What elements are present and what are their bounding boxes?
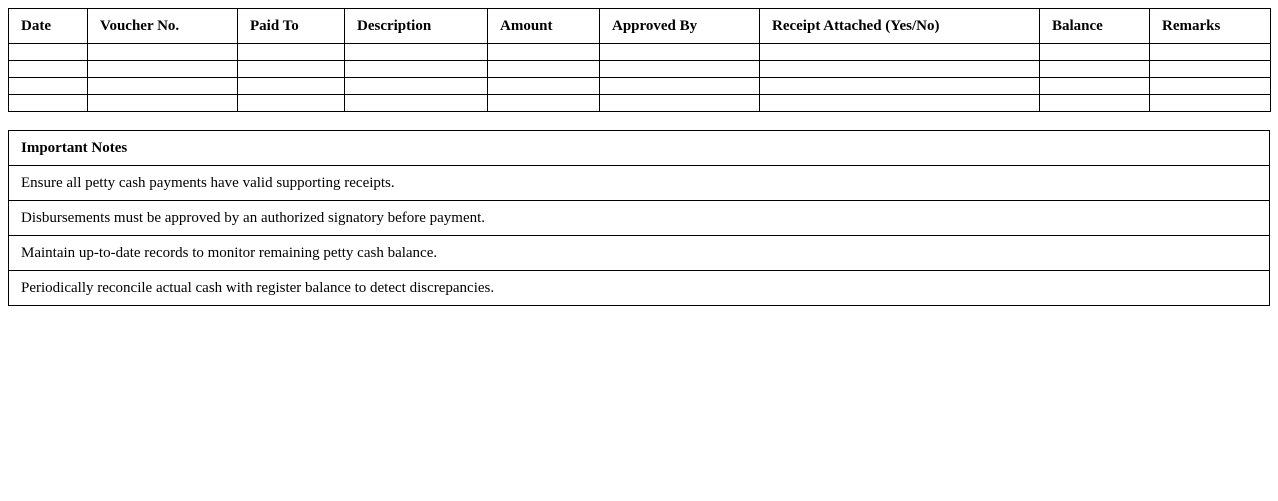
table-cell	[345, 95, 488, 112]
table-cell	[1040, 78, 1150, 95]
table-cell	[600, 44, 760, 61]
column-header-paid-to: Paid To	[238, 9, 345, 44]
table-cell	[345, 61, 488, 78]
column-header-balance: Balance	[1040, 9, 1150, 44]
table-row	[9, 78, 1271, 95]
table-row	[9, 61, 1271, 78]
table-cell	[9, 61, 88, 78]
column-header-remarks: Remarks	[1150, 9, 1271, 44]
table-cell	[760, 95, 1040, 112]
table-cell	[600, 78, 760, 95]
table-cell	[9, 78, 88, 95]
table-row	[9, 95, 1271, 112]
note-text: Disbursements must be approved by an authorized signatory before payment.	[9, 201, 1270, 236]
notes-header-row	[9, 131, 1270, 166]
table-cell	[1040, 95, 1150, 112]
note-text: Maintain up-to-date records to monitor remaining petty cash balance.	[9, 236, 1270, 271]
column-header-description: Description	[345, 9, 488, 44]
table-cell	[88, 44, 238, 61]
table-cell	[238, 61, 345, 78]
table-cell	[9, 44, 88, 61]
table-cell	[345, 78, 488, 95]
petty-cash-register-table	[8, 8, 1271, 112]
table-cell	[88, 95, 238, 112]
table-cell	[1150, 61, 1271, 78]
table-cell	[1040, 44, 1150, 61]
table-cell	[9, 95, 88, 112]
table-cell	[1150, 44, 1271, 61]
column-header-amount: Amount	[488, 9, 600, 44]
column-header-approved-by: Approved By	[600, 9, 760, 44]
table-row	[9, 44, 1271, 61]
table-cell	[600, 61, 760, 78]
important-notes-table	[8, 130, 1270, 306]
table-cell	[760, 44, 1040, 61]
table-cell	[600, 95, 760, 112]
column-header-date: Date	[9, 9, 88, 44]
list-item	[9, 236, 1270, 271]
table-cell	[760, 78, 1040, 95]
table-cell	[88, 61, 238, 78]
table-cell	[238, 44, 345, 61]
table-cell	[1040, 61, 1150, 78]
table-cell	[488, 44, 600, 61]
list-item	[9, 166, 1270, 201]
notes-title: Important Notes	[9, 131, 1270, 166]
table-cell	[488, 61, 600, 78]
table-cell	[238, 95, 345, 112]
list-item	[9, 271, 1270, 306]
table-cell	[760, 61, 1040, 78]
table-cell	[1150, 95, 1271, 112]
table-cell	[88, 78, 238, 95]
note-text: Ensure all petty cash payments have valid supporting receipts.	[9, 166, 1270, 201]
table-cell	[238, 78, 345, 95]
table-header-row	[9, 9, 1271, 44]
column-header-receipt-attached: Receipt Attached (Yes/No)	[760, 9, 1040, 44]
note-text: Periodically reconcile actual cash with register balance to detect discrepancies.	[9, 271, 1270, 306]
table-cell	[1150, 78, 1271, 95]
table-cell	[345, 44, 488, 61]
table-cell	[488, 78, 600, 95]
column-header-voucher-no: Voucher No.	[88, 9, 238, 44]
list-item	[9, 201, 1270, 236]
table-cell	[488, 95, 600, 112]
